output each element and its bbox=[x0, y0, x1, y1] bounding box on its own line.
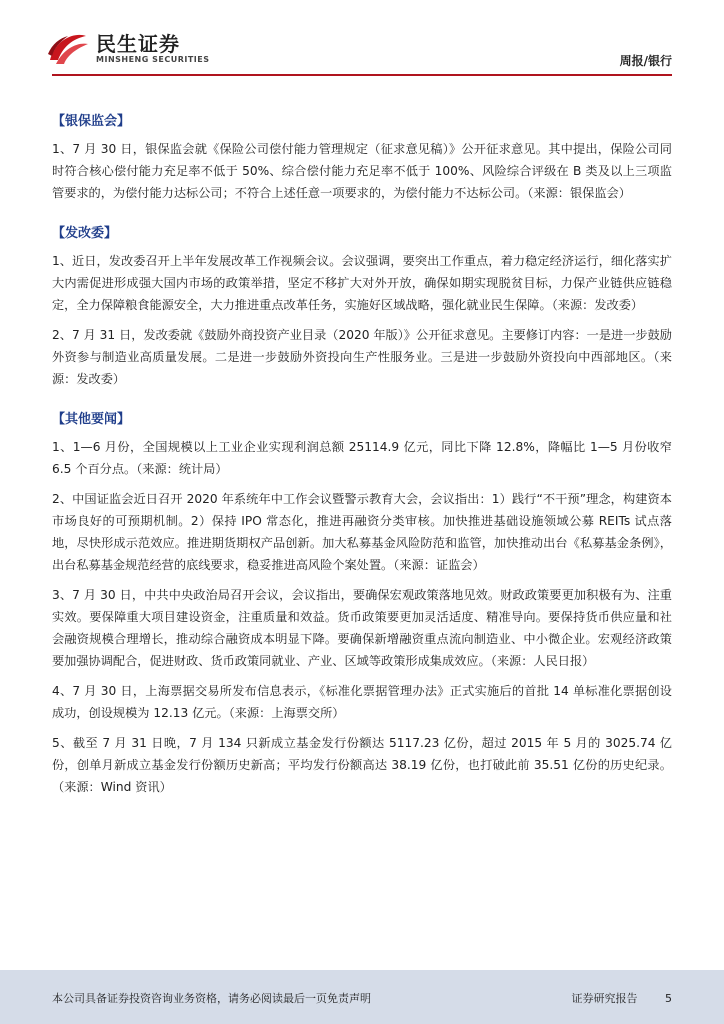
footer-report-label: 证券研究报告 bbox=[571, 992, 638, 1005]
news-paragraph: 3、7 月 30 日，中共中央政治局召开会议，会议指出，要确保宏观政策落地见效。财政政策要更加积极有为、注重实效。要保障重大项目建设资金，注重质量和效益。货币政策要更加灵活适度、精准导向。要保持货币供应量和社会融资规模合理增长，推动综合融资成本明显下降。要确保新增融资重点流向制造业、中小微企业。宏观经济政策要加强协调配合，促进财政、货币政策同就业、产业、区域等政策形成集成效应。（来源：人民日报） bbox=[52, 588, 672, 668]
news-paragraph: 2、7 月 31 日，发改委就《鼓励外商投资产业目录（2020 年版）》公开征求意见。主要修订内容：一是进一步鼓励外资参与制造业高质量发展。二是进一步鼓励外资投向生产性服务业。三是进一步鼓励外资投向中西部地区。（来源：发改委） bbox=[52, 328, 672, 386]
logo-english-name: MINSHENG SECURITIES bbox=[96, 55, 210, 64]
page-number: 5 bbox=[665, 992, 672, 1005]
section-other-news bbox=[52, 410, 672, 798]
section-title: 【其他要闻】 bbox=[52, 412, 131, 427]
section-ndrc bbox=[52, 224, 672, 390]
minsheng-logo-icon bbox=[46, 30, 90, 68]
header-divider bbox=[52, 74, 672, 76]
report-type-label: 周报/银行 bbox=[619, 54, 672, 68]
company-logo bbox=[46, 30, 210, 68]
footer-meta bbox=[548, 990, 673, 1006]
footer-disclaimer: 本公司具备证券投资咨询业务资格，请务必阅读最后一页免责声明 bbox=[52, 992, 371, 1005]
news-paragraph: 1、近日，发改委召开上半年发展改革工作视频会议。会议强调，要突出工作重点，着力稳定经济运行，细化落实扩大内需促进形成强大国内市场的政策举措，坚定不移扩大对外开放，确保如期实现脱贫目标，力保产业链供应链稳定，全力保障粮食能源安全，大力推进重点改革任务，实施好区域战略，强化就业民生保障。（来源：发改委） bbox=[52, 254, 672, 312]
section-title: 【银保监会】 bbox=[52, 114, 131, 129]
news-paragraph: 4、7 月 30 日，上海票据交易所发布信息表示，《标准化票据管理办法》正式实施后的首批 14 单标准化票据创设成功，创设规模为 12.13 亿元。（来源：上海票交所） bbox=[52, 684, 672, 720]
logo-chinese-name: 民生证券 bbox=[96, 32, 180, 56]
news-paragraph: 5、截至 7 月 31 日晚，7 月 134 只新成立基金发行份额达 5117.23 亿份，超过 2015 年 5 月的 3025.74 亿份，创单月新成立基金发行份额历史新高；平均发行份额高达 38.19 亿份，也打破此前 35.51 亿份的历史纪录。（来源：Wind 资讯） bbox=[52, 736, 672, 794]
section-title: 【发改委】 bbox=[52, 226, 118, 241]
news-paragraph: 1、7 月 30 日，银保监会就《保险公司偿付能力管理规定（征求意见稿）》公开征求意见。其中提出，保险公司同时符合核心偿付能力充足率不低于 50%、综合偿付能力充足率不低于 100%、风险综合评级在 B 类及以上三项监管要求的，为偿付能力达标公司；不符合上述任意一项要求的，为偿付能力不达标公司。（来源：银保监会） bbox=[52, 142, 672, 200]
page-header bbox=[0, 0, 724, 80]
page-content bbox=[52, 112, 672, 818]
section-cbirc bbox=[52, 112, 672, 204]
news-paragraph: 2、中国证监会近日召开 2020 年系统年中工作会议暨警示教育大会，会议指出：1）践行“不干预”理念，构建资本市场良好的可预期机制。2）保持 IPO 常态化，推进再融资分类审核。加快推进基础设施领域公募 REITs 试点落地，尽快形成示范效应。推进期货期权产品创新。加大私募基金风险防范和监管，加快推动出台《私募基金条例》，出台私募基金规范经营的底线要求，稳妥推进高风险个案处置。（来源：证监会） bbox=[52, 492, 672, 572]
news-paragraph: 1、1—6 月份，全国规模以上工业企业实现利润总额 25114.9 亿元，同比下降 12.8%，降幅比 1—5 月份收窄 6.5 个百分点。（来源：统计局） bbox=[52, 440, 672, 476]
page-footer bbox=[0, 970, 724, 1024]
